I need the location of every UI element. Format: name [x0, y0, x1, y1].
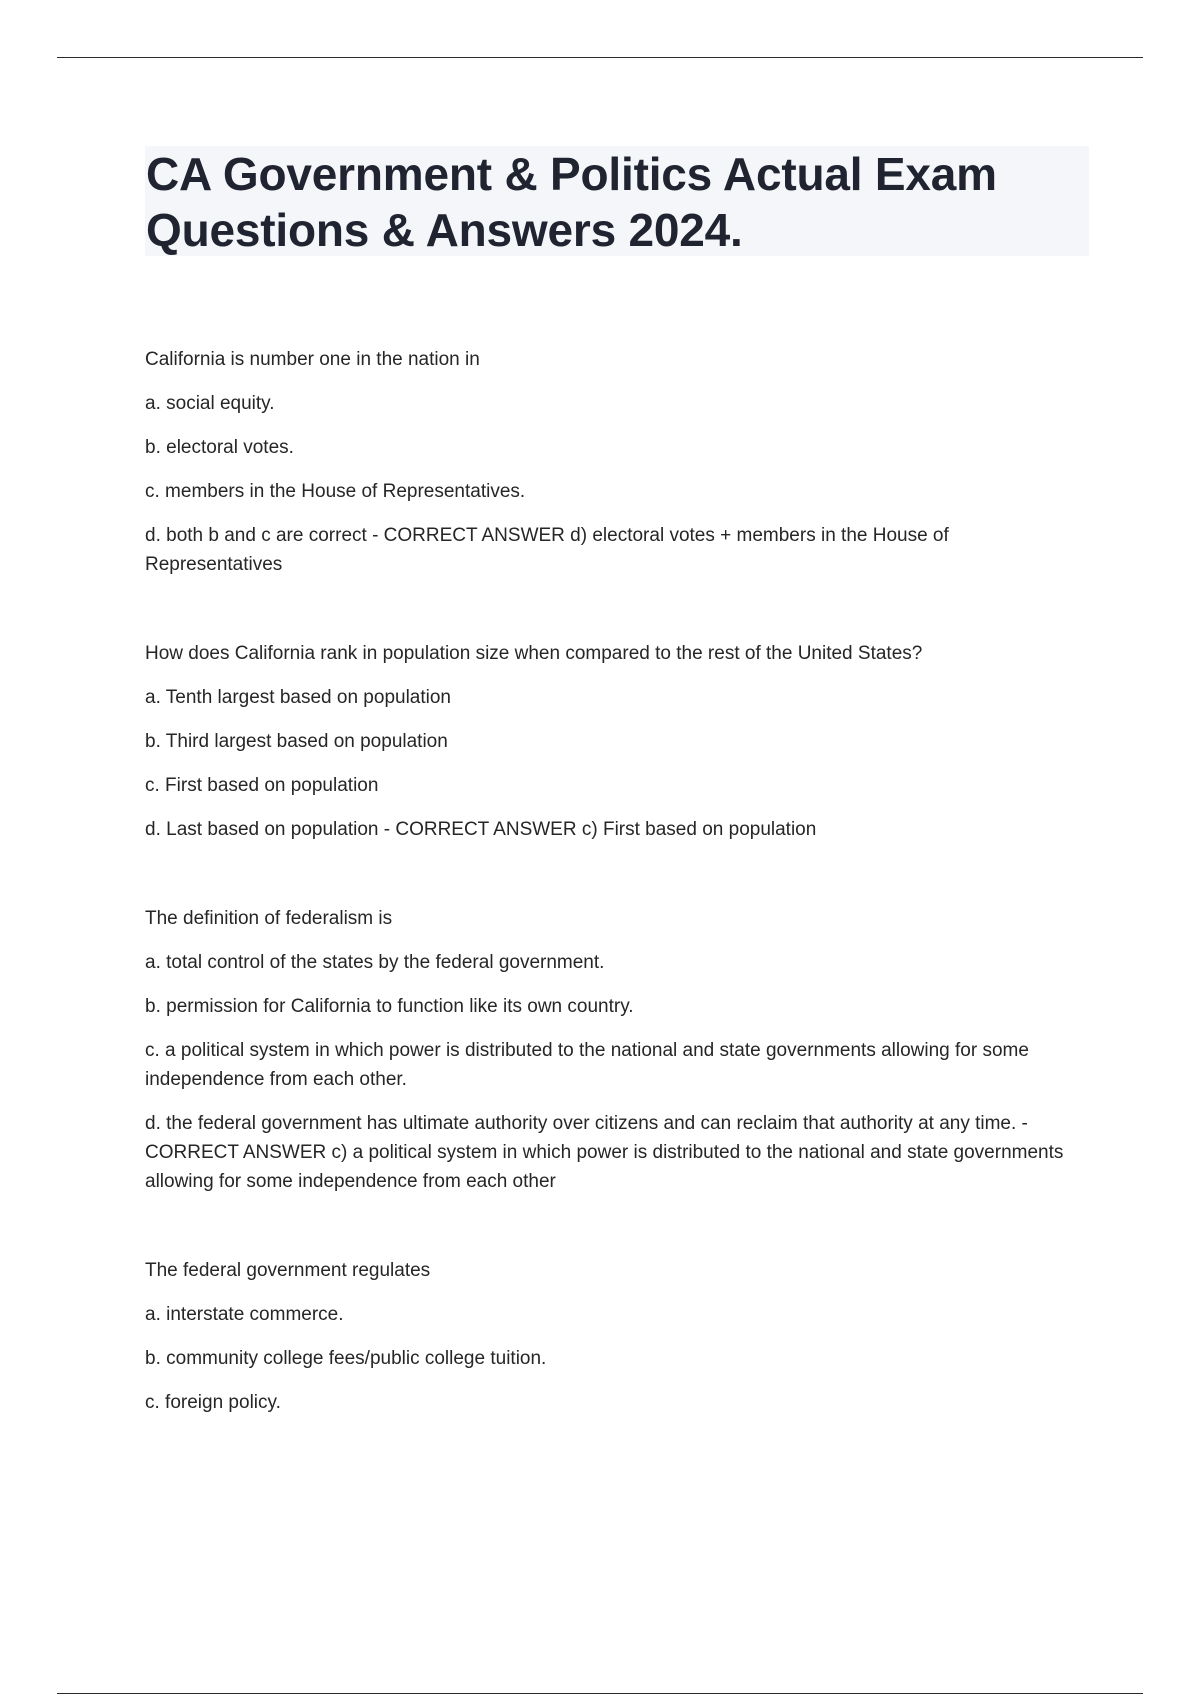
answer-option-b: b. community college fees/public college tuition. [145, 1348, 547, 1369]
bottom-divider [57, 1693, 1143, 1694]
answer-option-b: b. permission for California to function like its own country. [145, 996, 634, 1017]
answer-option-b: b. electoral votes. [145, 437, 294, 458]
question-prompt: The federal government regulates [145, 1260, 431, 1281]
answer-option-c: c. members in the House of Representatives. [145, 481, 526, 502]
question-prompt: The definition of federalism is [145, 908, 393, 929]
answer-option-c: c. First based on population [145, 775, 379, 796]
question-4 [145, 1256, 1085, 1417]
title-block [145, 146, 1089, 256]
answer-option-d: d. the federal government has ultimate authority over citizens and can reclaim that authority at any time. - CORRECT ANSWER c) a political system in which power is distributed to the national and state governments allowing for some independence from each other [145, 1113, 1064, 1192]
answer-option-d: d. both b and c are correct - CORRECT ANSWER d) electoral votes + members in the House of Representatives [145, 525, 949, 575]
answer-option-a: a. interstate commerce. [145, 1304, 344, 1325]
answer-option-a: a. total control of the states by the federal government. [145, 952, 605, 973]
top-divider [57, 57, 1143, 58]
answer-option-a: a. Tenth largest based on population [145, 687, 451, 708]
answer-option-d: d. Last based on population - CORRECT ANSWER c) First based on population [145, 819, 817, 840]
answer-option-a: a. social equity. [145, 393, 275, 414]
question-prompt: California is number one in the nation in [145, 349, 480, 370]
question-list [145, 345, 1085, 1417]
answer-option-c: c. foreign policy. [145, 1392, 281, 1413]
answer-option-b: b. Third largest based on population [145, 731, 448, 752]
question-2 [145, 639, 1085, 844]
document-title: CA Government & Politics Actual Exam Questions & Answers 2024. [146, 148, 997, 256]
question-3 [145, 904, 1085, 1196]
answer-option-c: c. a political system in which power is distributed to the national and state governments allowing for some independence from each other. [145, 1040, 1029, 1090]
question-prompt: How does California rank in population size when compared to the rest of the United States? [145, 643, 923, 664]
question-1 [145, 345, 1085, 579]
